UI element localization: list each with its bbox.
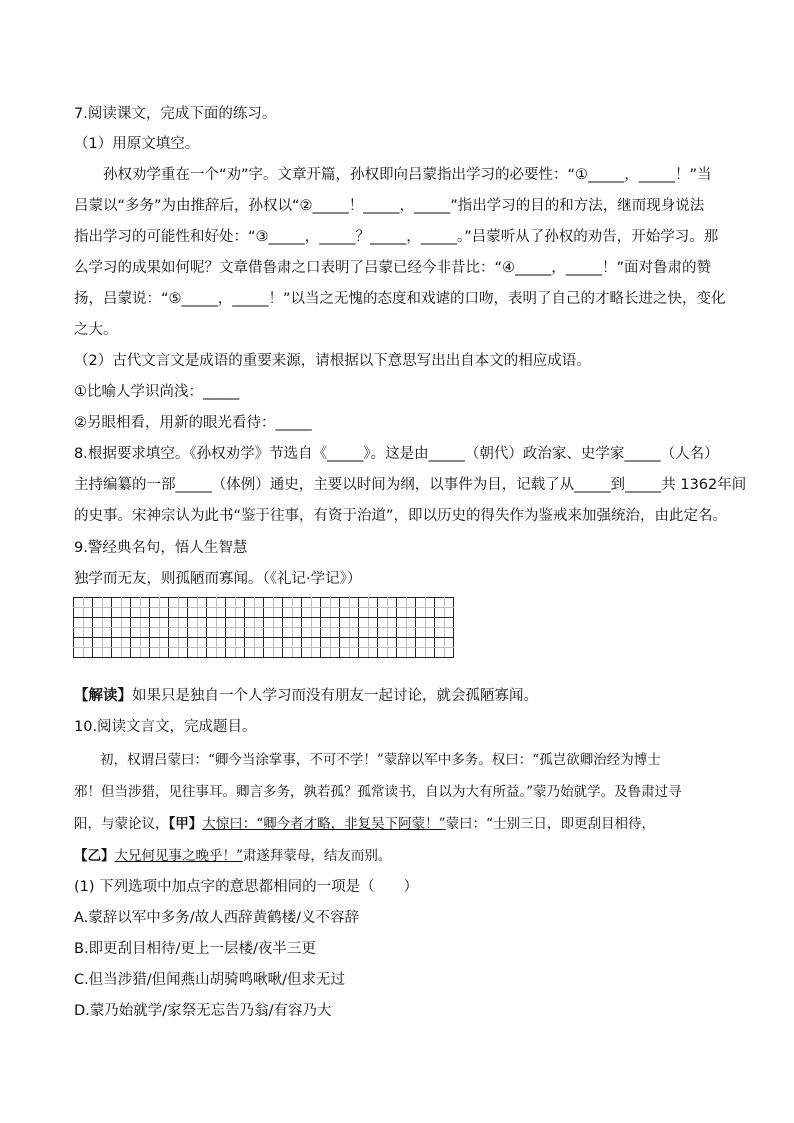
grid-cell[interactable]	[302, 628, 312, 638]
grid-cell[interactable]	[150, 618, 160, 628]
grid-cell[interactable]	[197, 618, 207, 628]
grid-cell[interactable]	[397, 628, 407, 638]
grid-cell[interactable]	[387, 628, 397, 638]
grid-cell[interactable]	[283, 618, 293, 628]
grid-cell[interactable]	[74, 598, 84, 608]
grid-cell[interactable]	[245, 648, 255, 658]
grid-cell[interactable]	[368, 618, 378, 628]
grid-cell[interactable]	[387, 638, 397, 648]
grid-cell[interactable]	[235, 608, 245, 618]
grid-cell[interactable]	[83, 628, 93, 638]
grid-cell[interactable]	[254, 648, 264, 658]
grid-cell[interactable]	[74, 628, 84, 638]
grid-cell[interactable]	[178, 628, 188, 638]
grid-cell[interactable]	[416, 608, 426, 618]
grid-cell[interactable]	[444, 628, 454, 638]
grid-cell[interactable]	[378, 618, 388, 628]
grid-cell[interactable]	[264, 598, 274, 608]
grid-cell[interactable]	[292, 618, 302, 628]
grid-cell[interactable]	[435, 598, 445, 608]
grid-cell[interactable]	[93, 608, 103, 618]
grid-cell[interactable]	[254, 618, 264, 628]
grid-cell[interactable]	[425, 628, 435, 638]
grid-cell[interactable]	[150, 648, 160, 658]
grid-cell[interactable]	[121, 648, 131, 658]
grid-cell[interactable]	[235, 638, 245, 648]
grid-cell[interactable]	[93, 638, 103, 648]
grid-cell[interactable]	[273, 648, 283, 658]
grid-cell[interactable]	[273, 628, 283, 638]
grid-cell[interactable]	[283, 598, 293, 608]
grid-cell[interactable]	[416, 628, 426, 638]
grid-cell[interactable]	[378, 608, 388, 618]
grid-cell[interactable]	[368, 628, 378, 638]
grid-cell[interactable]	[131, 618, 141, 628]
option-b[interactable]: B.即更刮目相待/更上一层楼/夜半三更	[74, 941, 316, 957]
jiedu-text: 如果只是独自一个人学习而没有朋友一起讨论，就会孤陋寡闻。	[132, 688, 538, 704]
grid-cell[interactable]	[140, 618, 150, 628]
grid-cell[interactable]	[235, 628, 245, 638]
grid-cell[interactable]	[226, 608, 236, 618]
grid-cell[interactable]	[359, 608, 369, 618]
grid-cell[interactable]	[93, 598, 103, 608]
grid-cell[interactable]	[159, 638, 169, 648]
grid-cell[interactable]	[302, 648, 312, 658]
grid-cell[interactable]	[93, 618, 103, 628]
q10-passage-line4	[74, 846, 391, 866]
grid-cell[interactable]	[102, 618, 112, 628]
grid-cell[interactable]	[169, 648, 179, 658]
grid-cell[interactable]	[188, 648, 198, 658]
grid-cell[interactable]	[102, 648, 112, 658]
grid-cell[interactable]	[226, 598, 236, 608]
grid-cell[interactable]	[416, 638, 426, 648]
grid-cell[interactable]	[102, 598, 112, 608]
q7-fill-paragraph-line6: 之大。	[74, 322, 118, 338]
passage-text-c: 肃遂拜蒙母，结友而别。	[242, 848, 392, 864]
grid-cell[interactable]	[245, 638, 255, 648]
grid-cell[interactable]	[188, 628, 198, 638]
grid-cell[interactable]	[425, 648, 435, 658]
grid-cell[interactable]	[169, 598, 179, 608]
grid-cell[interactable]	[226, 628, 236, 638]
grid-cell[interactable]	[102, 638, 112, 648]
grid-cell[interactable]	[93, 648, 103, 658]
grid-cell[interactable]	[435, 628, 445, 638]
grid-cell[interactable]	[207, 618, 217, 628]
grid-cell[interactable]	[283, 628, 293, 638]
grid-cell[interactable]	[302, 618, 312, 628]
grid-cell[interactable]	[368, 638, 378, 648]
grid-cell[interactable]	[83, 638, 93, 648]
grid-cell[interactable]	[235, 618, 245, 628]
q8-line2: 主持编纂的一部_____（体例）通史，主要以时间为纲，以事件为目，记载了从_____到_____共 1362年间	[74, 477, 747, 493]
grid-cell[interactable]	[321, 618, 331, 628]
option-c[interactable]: C.但当涉猎/但闻燕山胡骑鸣啾啾/但求无过	[74, 972, 346, 988]
grid-cell[interactable]	[159, 618, 169, 628]
grid-cell[interactable]	[425, 608, 435, 618]
grid-cell[interactable]	[245, 628, 255, 638]
grid-cell[interactable]	[131, 608, 141, 618]
grid-cell[interactable]	[359, 618, 369, 628]
grid-cell[interactable]	[444, 638, 454, 648]
grid-cell[interactable]	[178, 648, 188, 658]
passage-text: 阳，与蒙论议，	[74, 816, 169, 832]
grid-cell[interactable]	[131, 638, 141, 648]
q8-line1: 8.根据要求填空。《孙权劝学》节选自《_____》。这是由_____（朝代）政治家、史学家_____（人名）	[74, 446, 719, 462]
grid-cell[interactable]	[235, 598, 245, 608]
grid-cell[interactable]	[397, 618, 407, 628]
grid-cell[interactable]	[121, 638, 131, 648]
grid-cell[interactable]	[368, 598, 378, 608]
grid-cell[interactable]	[150, 628, 160, 638]
grid-cell[interactable]	[435, 618, 445, 628]
grid-cell[interactable]	[112, 628, 122, 638]
q7-fill-paragraph-line2: 吕蒙以“多务”为由推辞后，孙权以“②_____！_____，_____”指出学习的目的和方法，继而现身说法	[74, 198, 705, 214]
grid-cell[interactable]	[292, 638, 302, 648]
grid-cell[interactable]	[321, 638, 331, 648]
q7-fill-paragraph-line3: 指出学习的可能性和好处：“③_____，_____？_____，_____。”吕蒙听从了孙权的劝告，开始学习。那	[74, 229, 719, 245]
grid-cell[interactable]	[197, 638, 207, 648]
grid-cell[interactable]	[197, 648, 207, 658]
q7-part1: （1）用原文填空。	[74, 136, 200, 152]
grid-cell[interactable]	[140, 628, 150, 638]
grid-cell[interactable]	[273, 598, 283, 608]
q7-item2: ②另眼相看，用新的眼光看待：_____	[74, 415, 312, 431]
jia-label: 【甲】	[168, 816, 203, 832]
grid-cell[interactable]	[349, 608, 359, 618]
grid-cell[interactable]	[273, 638, 283, 648]
grid-cell[interactable]	[330, 598, 340, 608]
grid-cell[interactable]	[169, 638, 179, 648]
grid-cell[interactable]	[140, 638, 150, 648]
grid-cell[interactable]	[340, 638, 350, 648]
grid-cell[interactable]	[349, 648, 359, 658]
grid-cell[interactable]	[150, 638, 160, 648]
grid-cell[interactable]	[444, 608, 454, 618]
grid-cell[interactable]	[406, 648, 416, 658]
q10-passage-line2: 邪！但当涉猎，见往事耳。卿言多务，孰若孤？孤常读书，自以为大有所益。”蒙乃始就学。及鲁肃过寻	[74, 784, 682, 800]
grid-cell[interactable]	[121, 598, 131, 608]
grid-cell[interactable]	[188, 608, 198, 618]
grid-cell[interactable]	[159, 648, 169, 658]
grid-cell[interactable]	[226, 638, 236, 648]
grid-cell[interactable]	[321, 628, 331, 638]
jia-text: 大惊曰：“卿今者才略，非复吴下阿蒙！”	[202, 816, 446, 832]
grid-cell[interactable]	[387, 648, 397, 658]
yi-label: 【乙】	[74, 848, 115, 864]
grid-cell[interactable]	[112, 648, 122, 658]
grid-cell[interactable]	[416, 598, 426, 608]
grid-cell[interactable]	[264, 648, 274, 658]
q10-sub1: (1) 下列选项中加点字的意思都相同的一项是（ ）	[74, 879, 419, 895]
grid-cell[interactable]	[311, 648, 321, 658]
grid-cell[interactable]	[159, 598, 169, 608]
q10-title: 10.阅读文言文，完成题目。	[74, 719, 257, 735]
grid-cell[interactable]	[235, 648, 245, 658]
grid-cell[interactable]	[416, 618, 426, 628]
grid-cell[interactable]	[292, 628, 302, 638]
q8-line3: 的史事。宋神宗认为此书“鉴于往事，有资于治道”，即以历史的得失作为鉴戒来加强统治，由此定名。	[74, 508, 728, 524]
grid-cell[interactable]	[397, 648, 407, 658]
grid-cell[interactable]	[273, 618, 283, 628]
grid-cell[interactable]	[226, 618, 236, 628]
grid-cell[interactable]	[359, 628, 369, 638]
grid-cell[interactable]	[159, 608, 169, 618]
grid-cell[interactable]	[283, 648, 293, 658]
grid-cell[interactable]	[378, 628, 388, 638]
grid-cell[interactable]	[283, 638, 293, 648]
grid-cell[interactable]	[368, 608, 378, 618]
grid-cell[interactable]	[406, 618, 416, 628]
grid-cell[interactable]	[216, 618, 226, 628]
grid-cell[interactable]	[416, 648, 426, 658]
q7-fill-paragraph-line4: 么学习的成果如何呢？文章借鲁肃之口表明了吕蒙已经今非昔比：“④_____，_____！”面对鲁肃的赞	[74, 260, 712, 276]
grid-cell[interactable]	[254, 638, 264, 648]
grid-cell[interactable]	[330, 648, 340, 658]
grid-cell[interactable]	[150, 608, 160, 618]
grid-cell[interactable]	[178, 608, 188, 618]
grid-cell[interactable]	[378, 638, 388, 648]
grid-cell[interactable]	[245, 608, 255, 618]
grid-cell[interactable]	[321, 648, 331, 658]
grid-cell[interactable]	[264, 608, 274, 618]
grid-cell[interactable]	[397, 598, 407, 608]
q7-fill-paragraph: 孙权劝学重在一个“劝”字。文章开篇，孙权即向吕蒙指出学习的必要性：“①_____，_____！”当	[103, 167, 712, 183]
grid-cell[interactable]	[131, 598, 141, 608]
grid-cell[interactable]	[245, 598, 255, 608]
grid-cell[interactable]	[444, 648, 454, 658]
grid-cell[interactable]	[264, 618, 274, 628]
grid-cell[interactable]	[216, 608, 226, 618]
grid-cell[interactable]	[349, 598, 359, 608]
grid-cell[interactable]	[254, 628, 264, 638]
grid-cell[interactable]	[340, 618, 350, 628]
grid-cell[interactable]	[188, 598, 198, 608]
grid-cell[interactable]	[311, 608, 321, 618]
grid-cell[interactable]	[444, 598, 454, 608]
grid-cell[interactable]	[74, 638, 84, 648]
grid-cell[interactable]	[359, 638, 369, 648]
grid-cell[interactable]	[188, 618, 198, 628]
grid-cell[interactable]	[435, 638, 445, 648]
grid-cell[interactable]	[197, 628, 207, 638]
grid-cell[interactable]	[321, 608, 331, 618]
q9-quote: 独学而无友，则孤陋而寡闻。（《礼记·学记》）	[74, 571, 362, 587]
grid-cell[interactable]	[102, 608, 112, 618]
grid-cell[interactable]	[74, 618, 84, 628]
grid-cell[interactable]	[387, 608, 397, 618]
grid-cell[interactable]	[188, 638, 198, 648]
grid-cell[interactable]	[406, 608, 416, 618]
grid-cell[interactable]	[330, 608, 340, 618]
grid-cell[interactable]	[169, 618, 179, 628]
grid-cell[interactable]	[159, 628, 169, 638]
passage-text-b: 蒙曰：“士别三日，即更刮目相待，	[445, 816, 655, 832]
grid-cell[interactable]	[83, 608, 93, 618]
grid-cell[interactable]	[359, 598, 369, 608]
grid-cell[interactable]	[131, 628, 141, 638]
grid-cell[interactable]	[112, 618, 122, 628]
grid-cell[interactable]	[178, 638, 188, 648]
grid-cell[interactable]	[397, 638, 407, 648]
grid-cell[interactable]	[74, 608, 84, 618]
grid-cell[interactable]	[425, 618, 435, 628]
grid-cell[interactable]	[435, 608, 445, 618]
option-a[interactable]: A.蒙辞以军中多务/故人西辞黄鹤楼/义不容辞	[74, 910, 360, 926]
grid-cell[interactable]	[121, 618, 131, 628]
q7-title: 7.阅读课文，完成下面的练习。	[74, 106, 277, 122]
jiedu-label: 【解读】	[74, 688, 132, 704]
grid-cell[interactable]	[264, 628, 274, 638]
grid-cell[interactable]	[83, 598, 93, 608]
grid-cell[interactable]	[406, 598, 416, 608]
grid-cell[interactable]	[406, 628, 416, 638]
grid-cell[interactable]	[254, 598, 264, 608]
grid-cell[interactable]	[330, 628, 340, 638]
grid-cell[interactable]	[112, 598, 122, 608]
grid-cell[interactable]	[397, 608, 407, 618]
grid-cell[interactable]	[150, 598, 160, 608]
grid-cell[interactable]	[359, 648, 369, 658]
grid-cell[interactable]	[216, 638, 226, 648]
q10-passage-line1: 初，权谓吕蒙曰：“卿今当涂掌事，不可不学！”蒙辞以军中多务。权曰：“孤岂欲卿治经为博士	[100, 752, 661, 768]
grid-cell[interactable]	[425, 598, 435, 608]
grid-cell[interactable]	[330, 618, 340, 628]
grid-cell[interactable]	[311, 638, 321, 648]
grid-cell[interactable]	[74, 648, 84, 658]
grid-cell[interactable]	[283, 608, 293, 618]
grid-cell[interactable]	[178, 598, 188, 608]
grid-cell[interactable]	[435, 648, 445, 658]
grid-cell[interactable]	[140, 608, 150, 618]
grid-cell[interactable]	[102, 628, 112, 638]
grid-cell[interactable]	[378, 598, 388, 608]
q10-passage-line3	[74, 814, 655, 834]
grid-cell[interactable]	[444, 618, 454, 628]
grid-cell[interactable]	[207, 638, 217, 648]
grid-cell[interactable]	[387, 618, 397, 628]
grid-cell[interactable]	[340, 598, 350, 608]
grid-cell[interactable]	[292, 608, 302, 618]
option-d[interactable]: D.蒙乃始就学/家祭无忘告乃翁/有容乃大	[74, 1003, 332, 1019]
grid-cell[interactable]	[406, 638, 416, 648]
grid-cell[interactable]	[349, 638, 359, 648]
grid-cell[interactable]	[340, 648, 350, 658]
grid-cell[interactable]	[207, 608, 217, 618]
grid-cell[interactable]	[330, 638, 340, 648]
grid-cell[interactable]	[112, 608, 122, 618]
grid-cell[interactable]	[140, 648, 150, 658]
writing-grid[interactable]	[73, 597, 454, 658]
grid-cell[interactable]	[292, 598, 302, 608]
grid-cell[interactable]	[207, 648, 217, 658]
grid-cell[interactable]	[226, 648, 236, 658]
grid-cell[interactable]	[368, 648, 378, 658]
grid-cell[interactable]	[302, 638, 312, 648]
grid-cell[interactable]	[178, 618, 188, 628]
q7-fill-paragraph-line5: 扬，吕蒙说：“⑤_____，_____！”以当之无愧的态度和戏谑的口吻，表明了自己的才略长进之快，变化	[74, 291, 726, 307]
grid-cell[interactable]	[321, 598, 331, 608]
grid-cell[interactable]	[340, 628, 350, 638]
grid-cell[interactable]	[121, 608, 131, 618]
grid-cell[interactable]	[292, 648, 302, 658]
grid-cell[interactable]	[311, 628, 321, 638]
grid-cell[interactable]	[311, 618, 321, 628]
grid-cell[interactable]	[121, 628, 131, 638]
grid-cell[interactable]	[273, 608, 283, 618]
q7-part2: （2）古代文言文是成语的重要来源，请根据以下意思写出出自本文的相应成语。	[74, 353, 591, 369]
grid-cell[interactable]	[112, 638, 122, 648]
grid-cell[interactable]	[93, 628, 103, 638]
grid-cell[interactable]	[302, 598, 312, 608]
q9-jiedu	[74, 686, 538, 706]
grid-cell[interactable]	[140, 598, 150, 608]
grid-cell[interactable]	[83, 618, 93, 628]
grid-cell[interactable]	[216, 598, 226, 608]
grid-cell[interactable]	[197, 608, 207, 618]
grid-cell[interactable]	[340, 608, 350, 618]
q7-item1: ①比喻人学识尚浅：_____	[74, 384, 240, 400]
grid-cell[interactable]	[169, 608, 179, 618]
grid-cell[interactable]	[254, 608, 264, 618]
grid-cell[interactable]	[349, 618, 359, 628]
grid-cell[interactable]	[83, 648, 93, 658]
grid-cell[interactable]	[169, 628, 179, 638]
grid-cell[interactable]	[131, 648, 141, 658]
grid-cell[interactable]	[378, 648, 388, 658]
grid-cell[interactable]	[207, 598, 217, 608]
grid-cell[interactable]	[425, 638, 435, 648]
grid-cell[interactable]	[197, 598, 207, 608]
grid-cell[interactable]	[264, 638, 274, 648]
grid-cell[interactable]	[216, 648, 226, 658]
grid-cell[interactable]	[387, 598, 397, 608]
yi-text: 大兄何见事之晚乎！”	[114, 848, 243, 864]
grid-cell[interactable]	[207, 628, 217, 638]
grid-cell[interactable]	[302, 608, 312, 618]
grid-cell[interactable]	[349, 628, 359, 638]
grid-cell[interactable]	[311, 598, 321, 608]
grid-cell[interactable]	[245, 618, 255, 628]
q9-title: 9.警经典名句，悟人生智慧	[74, 540, 248, 556]
grid-cell[interactable]	[216, 628, 226, 638]
